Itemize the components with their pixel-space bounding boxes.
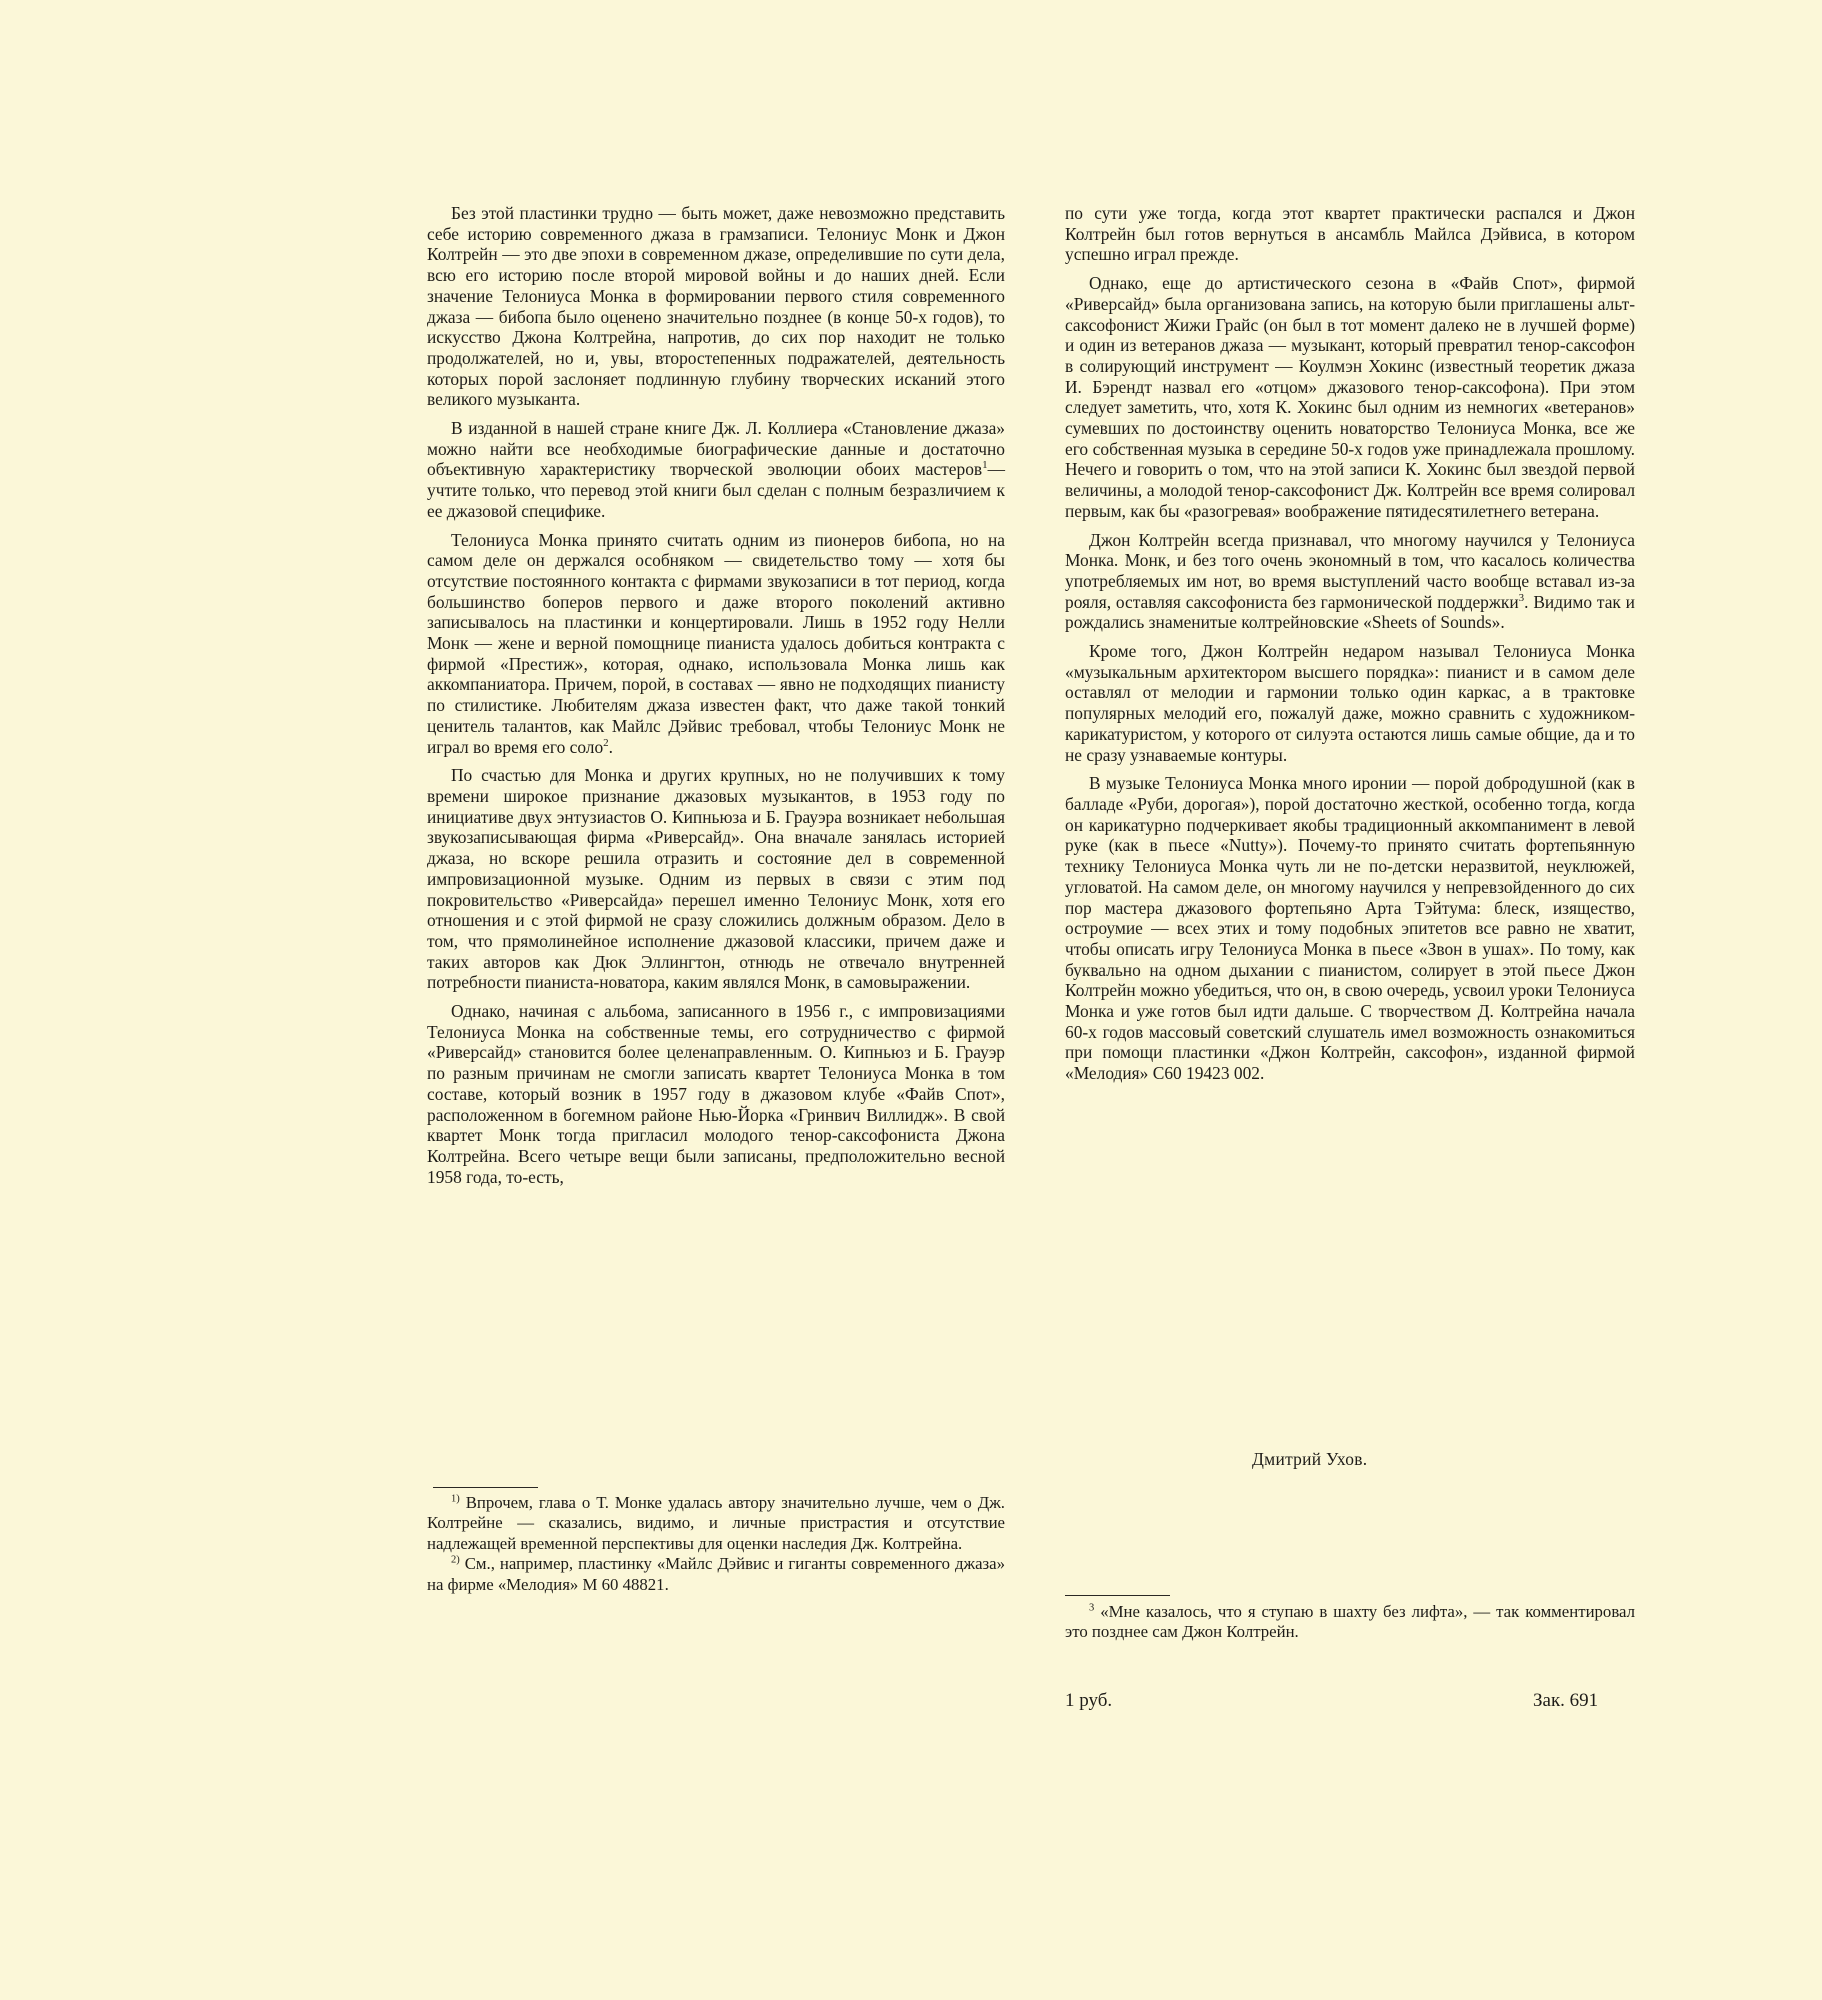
footnote-ref-3: 3 bbox=[1518, 591, 1525, 604]
paragraph: По счастью для Монка и других крупных, но не получивших к тому времени широкое признание джазовых музыкантов, в 1953 году по инициативе двух энтузиастов О. Кипньюза и Б. Грауэра возникает небольшая звукозаписывающая фирма «Риверсайд». Она вначале занялась историей джаза, но вскоре решила отразить и состояние дел в современной импровизационной музыке. Одним из первых в связи с этим под покровительство «Риверсайда» перешел именно Телониус Монк, хотя его отношения и с этой фирмой не сразу сложились должным образом. Дело в том, что прямолинейное исполнение джазовой классики, причем даже и таких авторов как Дюк Эллингтон, отнюдь не отвечало внутренней потребности пианиста-новатора, каким являлся Монк, в самовыражении. bbox=[427, 765, 1005, 993]
footnote-text: «Мне казалось, что я ступаю в шахту без лифта», — так комментировал это позднее сам Джон Колтрейн. bbox=[1065, 1602, 1635, 1642]
footnote-2 bbox=[427, 1554, 1005, 1595]
paragraph: Однако, еще до артистического сезона в «Файв Спот», фирмой «Риверсайд» была организована запись, на которую были приглашены альт-саксофонист Жижи Грайс (он был в тот момент далеко не в лучшей форме) и один из ветеранов джаза — музыкант, который превратил тенор-саксофон в солирующий инструмент — Коулмэн Хокинс (известный теоретик джаза И. Бэрендт назвал его «отцом» джазового тенор-саксофона). При этом следует заметить, что, хотя К. Хокинс был одним из немногих «ветеранов» сумевших по достоинству оценить новаторство Телониуса Монка, все же его собственная музыка в середине 50-х годов уже принадлежала прошлому. Нечего и говорить о том, что на этой записи К. Хокинс был звездой первой величины, а молодой тенор-саксофонист Дж. Колтрейн все время солировал первым, как бы «разогревая» воображение пятидесятилетнего ветерана. bbox=[1065, 273, 1635, 521]
author-signature: Дмитрий Ухов. bbox=[1252, 1449, 1368, 1469]
footnote-text: Впрочем, глава о Т. Монке удалась автору значительно лучше, чем о Дж. Колтрейне — сказались, видимо, и личные пристрастия и отсутствие надлежащей временной перспективы для оценки наследия Дж. Колтрейна. bbox=[427, 1493, 1005, 1553]
footnote-divider bbox=[1065, 1595, 1170, 1596]
footnote-3 bbox=[1065, 1602, 1635, 1643]
paragraph bbox=[427, 418, 1005, 522]
footnote-number: 2) bbox=[451, 1554, 460, 1566]
paragraph-text: Джон Колтрейн всегда признавал, что многому научился у Телониуса Монка. Монк, и без того очень экономный в том, что касалось количества употребляемых им нот, во время выступлений часто вообще вставал из-за рояля, оставляя саксофониста без гармонической поддержки bbox=[1065, 529, 1635, 612]
paragraph: Телониуса Монка принято считать одним из пионеров бибопа, но на самом деле он держался особняком — свидетельство тому — хотя бы отсутствие постоянного контакта с фирмами звукозаписи в тот период, когда большинство боперов первого и даже второго поколений активно записывалось на пластинки и концертировали. Лишь в 1952 году Нелли Монк — жене и верной помощнице пианиста удалось добиться контракта с фирмой «Престиж», которая, однако, использовала Монка лишь как аккомпаниатора. Причем, порой, в составах — явно не подходящих пианисту по стилистике. Любителям джаза известен факт, что даже такой тонкий ценитель талантов, как Майлс Дэйвис требовал, чтобы Телониус Монк не играл во время его соло$^2$. bbox=[427, 529, 1005, 757]
order-number: Зак. 691 bbox=[1533, 1690, 1599, 1711]
footnote-number: 1) bbox=[451, 1493, 460, 1505]
left-text-column bbox=[427, 203, 1005, 1195]
footnote-1 bbox=[427, 1493, 1005, 1554]
paragraph: Без этой пластинки трудно — быть может, даже невозможно представить себе историю современного джаза в грамзаписи. Телониус Монк и Джон Колтрейн — это две эпохи в современном джазе, определившие по сути дела, всю его историю после второй мировой войны и до наших дней. Если значение Телониуса Монка в формировании первого стиля современного джаза — бибопа было оценено значительно позднее (в конце 50-х годов), то искусство Джона Колтрейна, напротив, до сих пор находит не только продолжателей, но и, увы, второстепенных подражателей, деятельность которых порой заслоняет подлинную глубину творческих исканий этого великого музыканта. bbox=[427, 203, 1005, 410]
footnote-divider bbox=[433, 1487, 538, 1488]
paragraph: по сути уже тогда, когда этот квартет практически распался и Джон Колтрейн был готов вернуться в ансамбль Майлса Дэйвиса, в котором успешно играл прежде. bbox=[1065, 203, 1635, 265]
paragraph bbox=[1065, 530, 1635, 634]
left-footnotes bbox=[427, 1493, 1005, 1595]
paragraph-text-tail: . Видимо так и рождались знаменитые колтрейновские «Sheets of Sounds». bbox=[1065, 591, 1635, 633]
footnote-text: См., например, пластинку «Майлс Дэйвис и гиганты современного джаза» на фирме «Мелодия» М 60 48821. bbox=[427, 1554, 1005, 1594]
paragraph: В музыке Телониуса Монка много иронии — порой добродушной (как в балладе «Руби, дорогая»), порой достаточно жесткой, особенно тогда, когда он карикатурно подчеркивает якобы традиционный аккомпанимент в левой руке (как в пьесе «Nutty»). Почему-то принято считать фортепьянную технику Телониуса Монка чуть ли не по-детски неразвитой, неуклюжей, угловатой. На самом деле, он многому научился у непревзойденного до сих пор мастера джазового фортепьяно Арта Тэйтума: блеск, изящество, остроумие — всех этих и тому подобных эпитетов все равно не хватит, чтобы описать игру Телониуса Монка в пьесе «Звон в ушах». По тому, как буквально на одном дыхании с пианистом, солирует в этой пьесе Джон Колтрейн можно убедиться, что он, в свою очередь, усвоил уроки Телониуса Монка и уже готов был идти дальше. С творчеством Д. Колтрейна начала 60-х годов массовый советский слушатель имел возможность ознакомиться при помощи пластинки «Джон Колтрейн, саксофон», изданной фирмой «Мелодия» С60 19423 002. bbox=[1065, 773, 1635, 1084]
footnote-ref-2: 2 bbox=[603, 736, 609, 749]
paragraph-text: Телониуса Монка принято считать одним из пионеров бибопа, но на самом деле он держался особняком — свидетельство тому — хотя бы отсутствие постоянного контакта с фирмами звукозаписи в тот период, когда большинство боперов первого и даже второго поколений активно записывалось на пластинки и концертировали. Лишь в 1952 году Нелли Монк — жене и верной помощнице пианиста удалось добиться контракта с фирмой «Престиж», которая, однако, использовала Монка лишь как аккомпаниатора. Причем, порой, в составах — явно не подходящих пианисту по стилистике. Любителям джаза известен факт, что даже такой тонкий ценитель талантов, как Майлс Дэйвис требовал, чтобы Телониус Монк не играл во время его соло bbox=[427, 529, 1005, 757]
paragraph-text: В изданной в нашей стране книге Дж. Л. Коллиера «Становление джаза» можно найти все необходимые биографические данные и достаточно объективную характеристику творческой эволюции обоих мастеров bbox=[427, 418, 1005, 480]
price-label: 1 руб. bbox=[1065, 1690, 1113, 1711]
right-footnotes bbox=[1065, 1602, 1635, 1643]
paragraph: Однако, начиная с альбома, записанного в 1956 г., с импровизациями Телониуса Монка на собственные темы, его сотрудничество с фирмой «Риверсайд» становится более целенаправленным. О. Кипньюз и Б. Грауэр по разным причинам не смогли записать квартет Телониуса Монка в том составе, который возник в 1957 году в джазовом клубе «Файв Спот», расположенном в богемном районе Нью-Йорка «Гринвич Виллидж». В свой квартет Монк тогда пригласил молодого тенор-саксофониста Джона Колтрейна. Всего четыре вещи были записаны, предположительно весной 1958 года, то-есть, bbox=[427, 1001, 1005, 1187]
paragraph: Кроме того, Джон Колтрейн недаром называл Телониуса Монка «музыкальным архитектором высшего порядка»: пианист и в самом деле оставлял от мелодии и гармонии только один каркас, а в трактовке популярных мелодий его, пожалуй даже, можно сравнить с художником-карикатуристом, у которого от силуэта остаются лишь самые общие, да и то не сразу узнаваемые контуры. bbox=[1065, 641, 1635, 765]
right-text-column bbox=[1065, 203, 1635, 1092]
paragraph-text-tail: — учтите только, что перевод этой книги был сделан с полным безразличием к ее джазовой специфике. bbox=[427, 459, 1005, 521]
footnote-ref-1: 1 bbox=[982, 459, 988, 472]
footnote-number: 3 bbox=[1089, 1602, 1095, 1614]
